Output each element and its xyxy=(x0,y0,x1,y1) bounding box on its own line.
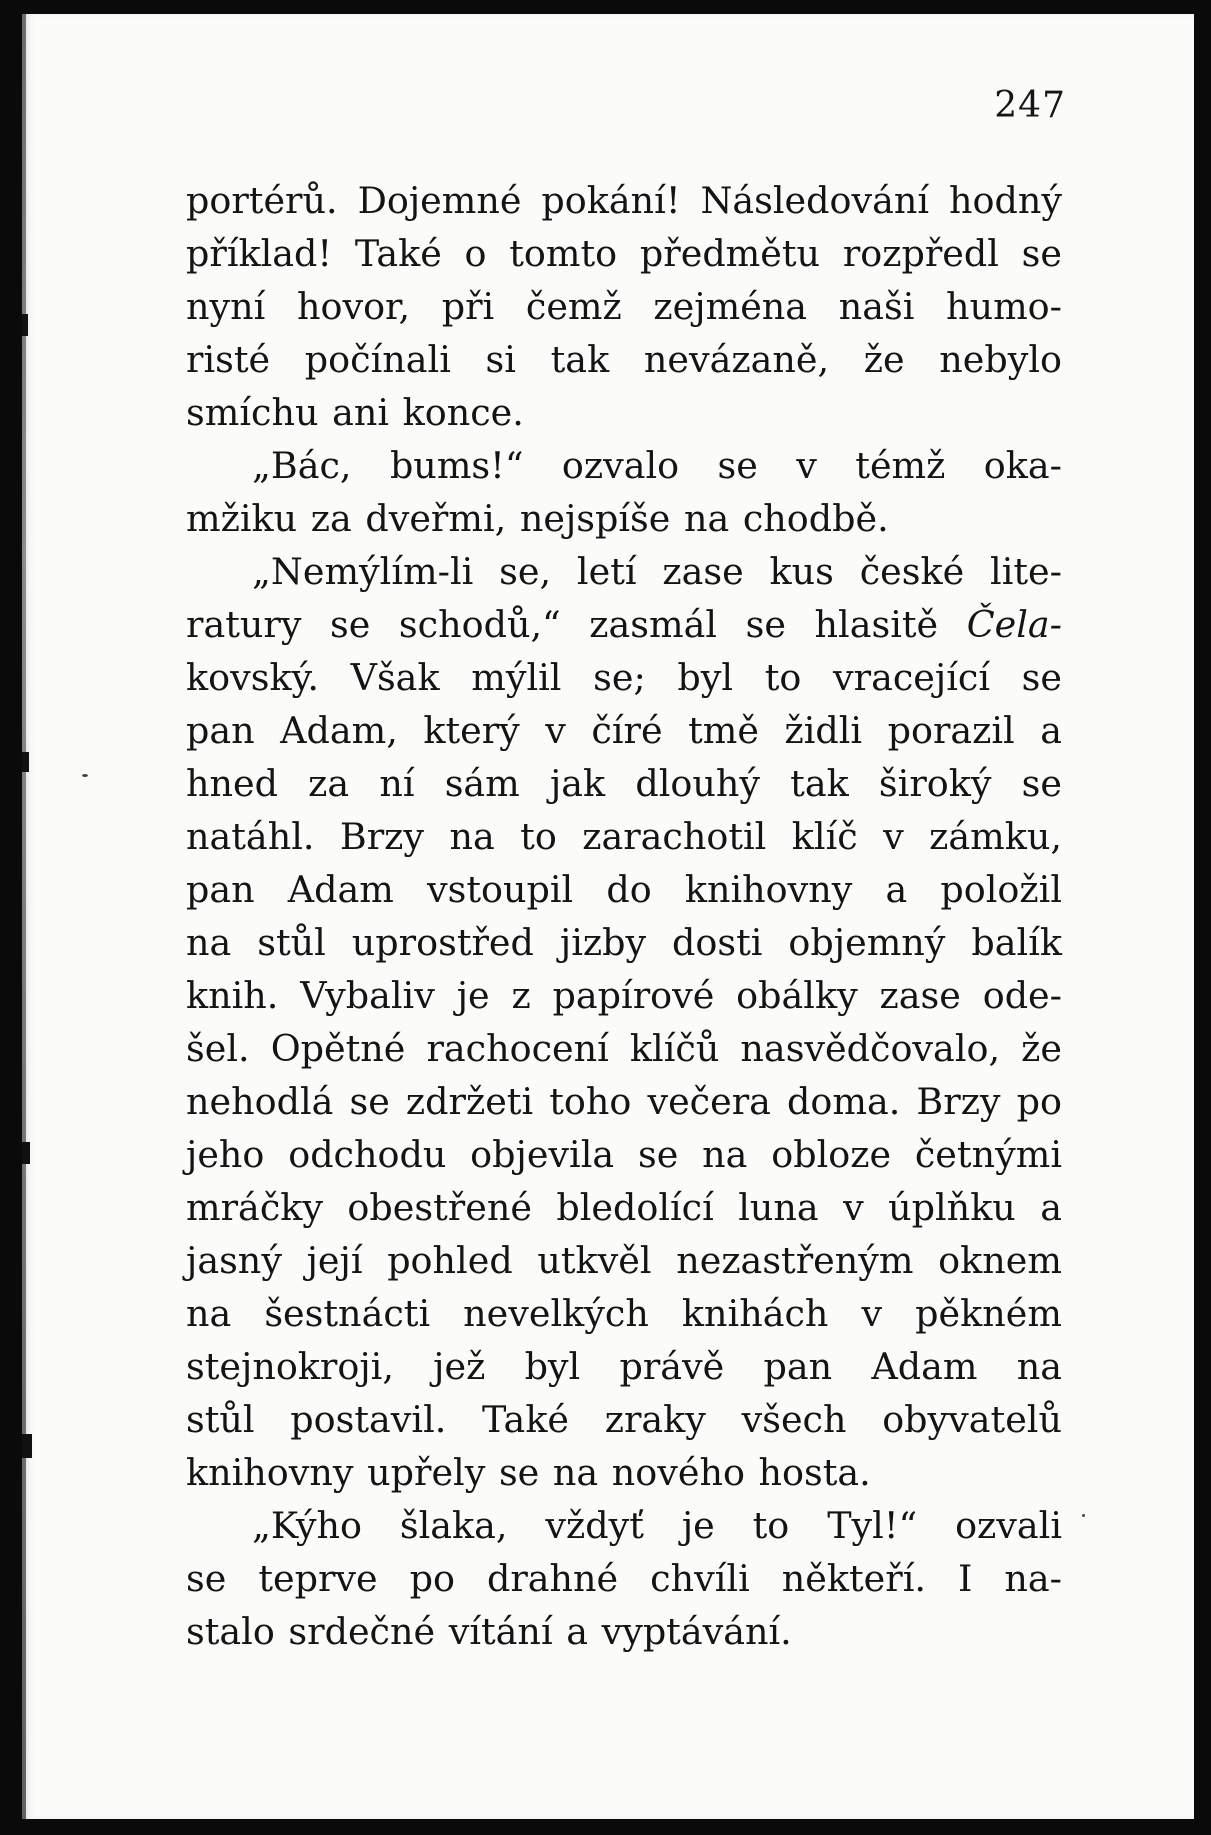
text-line-with-italic xyxy=(186,598,1062,651)
text-line: stůl postavil. Také zraky všech obyvatelů xyxy=(186,1398,1062,1441)
text-line: kovský. Však mýlil se; byl to vracející se xyxy=(186,656,1062,699)
text-line: risté počínali si tak nevázaně, že nebylo xyxy=(186,338,1062,381)
text-line: jeho odchodu objevila se na obloze četnými xyxy=(186,1133,1062,1176)
text-line: šel. Opětné rachocení klíčů nasvědčovalo, že xyxy=(186,1027,1062,1070)
margin-mark xyxy=(22,314,28,336)
text-line: knih. Vybaliv je z papírové obálky zase ode- xyxy=(186,974,1062,1017)
italic-word: Čela- xyxy=(966,603,1062,646)
page-number: 247 xyxy=(994,85,1066,126)
book-page xyxy=(22,14,1194,1819)
margin-mark xyxy=(22,752,29,772)
text-line: „Kýho šlaka, vždyť je to Tyl!“ ozvali xyxy=(252,1504,1062,1547)
text-line: stejnokroji, jež byl právě pan Adam na xyxy=(186,1345,1062,1388)
margin-mark xyxy=(22,1142,30,1164)
text-line: mžiku za dveřmi, nejspíše na chodbě. xyxy=(186,497,889,540)
text-line: mráčky obestřené bledolící luna v úplňku a xyxy=(186,1186,1062,1229)
text-line: nehodlá se zdržeti toho večera doma. Brzy po xyxy=(186,1080,1062,1123)
text-line: portérů. Dojemné pokání! Následování hodný xyxy=(186,179,1062,222)
text-line: se teprve po drahné chvíli někteří. I na- xyxy=(186,1557,1062,1600)
text-line: smíchu ani konce. xyxy=(186,391,524,434)
body-text xyxy=(186,174,1062,1658)
text-line: pan Adam, který v číré tmě židli porazil a xyxy=(186,709,1062,752)
text-line: nyní hovor, při čemž zejména naši humo- xyxy=(186,285,1062,328)
text-fragment: ratury se schodů,“ zasmál se hlasitě xyxy=(186,603,967,646)
text-line: natáhl. Brzy na to zarachotil klíč v zámku, xyxy=(186,815,1062,858)
text-line: pan Adam vstoupil do knihovny a položil xyxy=(186,868,1062,911)
text-line: stalo srdečné vítání a vyptávání. xyxy=(186,1610,792,1653)
text-line: na šestnácti nevelkých knihách v pěkném xyxy=(186,1292,1062,1335)
text-line: „Nemýlím-li se, letí zase kus české lite- xyxy=(252,550,1062,593)
text-line: příklad! Také o tomto předmětu rozpředl se xyxy=(186,232,1062,275)
margin-mark xyxy=(22,1434,32,1458)
text-line: jasný její pohled utkvěl nezastřeným oknem xyxy=(186,1239,1062,1282)
text-line: na stůl uprostřed jizby dosti objemný balík xyxy=(186,921,1062,964)
binding-edge xyxy=(22,14,26,1819)
paper-speck xyxy=(82,774,88,777)
text-line: „Bác, bums!“ ozvalo se v témž oka- xyxy=(252,444,1062,487)
text-line: knihovny upřely se na nového hosta. xyxy=(186,1451,871,1494)
paper-speck xyxy=(1082,1514,1085,1517)
text-line: hned za ní sám jak dlouhý tak široký se xyxy=(186,762,1062,805)
